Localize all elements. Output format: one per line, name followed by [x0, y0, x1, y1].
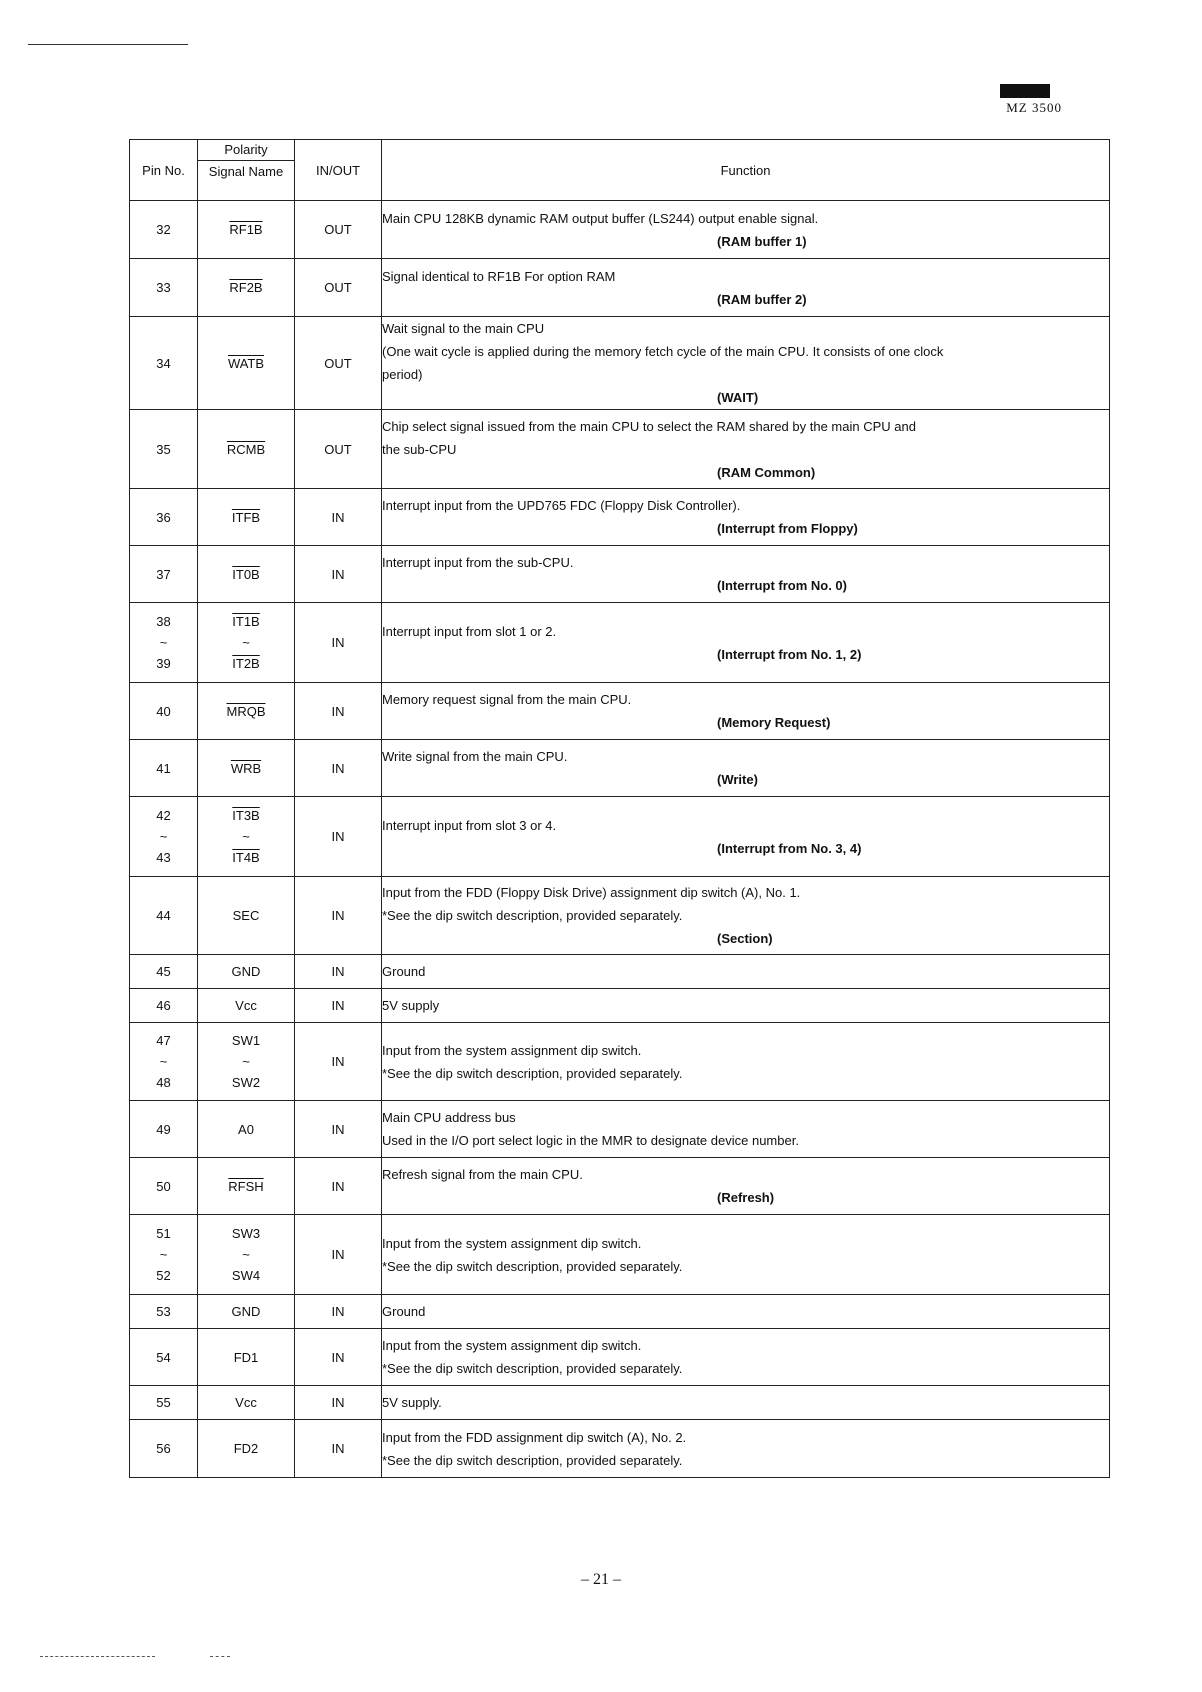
table-row — [130, 546, 1110, 603]
function-line: Interrupt input from slot 3 or 4. — [382, 817, 557, 833]
function-line: *See the dip switch description, provided separately. — [382, 908, 683, 923]
function-line: Main CPU 128KB dynamic RAM output buffer (LS244) output enable signal. — [382, 210, 819, 226]
header-in-out: IN/OUT — [295, 140, 382, 201]
header-polarity-signal — [198, 140, 295, 201]
in-out-cell: OUT — [295, 201, 382, 259]
signal-name: $\overline{WRB}$ — [230, 760, 262, 776]
table-row — [130, 1329, 1110, 1386]
signal-name: RF2B — [229, 280, 263, 295]
signal-cell — [198, 1329, 295, 1386]
function-line: Used in the I/O port select logic in the MMR to designate device number. — [382, 1133, 799, 1148]
function-cell — [382, 989, 1110, 1023]
pin-number: 38 — [156, 614, 171, 629]
function-cell — [382, 259, 1110, 317]
table-row — [130, 489, 1110, 546]
in-out-cell: OUT — [295, 317, 382, 410]
function-label: (Write) — [717, 772, 758, 787]
function-label: (Interrupt from No. 1, 2) — [717, 646, 862, 662]
signal-name: IT3B — [232, 808, 260, 823]
pin-cell — [130, 1158, 198, 1215]
pin-number-end: 48 — [156, 1075, 171, 1090]
signal-cell — [198, 1420, 295, 1478]
function-cell — [382, 1386, 1110, 1420]
signal-cell — [198, 489, 295, 546]
header-block — [1000, 84, 1050, 98]
pin-cell — [130, 1386, 198, 1420]
function-line: Interrupt input from the sub-CPU. — [382, 555, 574, 570]
function-cell — [382, 489, 1110, 546]
function-line: Ground — [382, 1304, 426, 1319]
table-row — [130, 955, 1110, 989]
signal-cell — [198, 317, 295, 410]
signal-name: Vcc — [235, 998, 257, 1013]
function-line: Input from the FDD (Floppy Disk Drive) assignment dip switch (A), No. 1. — [382, 885, 801, 900]
in-out-cell: IN — [295, 489, 382, 546]
function-line: Input from the system assignment dip switch. — [382, 1338, 642, 1353]
function-cell — [382, 1101, 1110, 1158]
page-number: – 21 – — [581, 1571, 621, 1588]
signal-cell — [198, 1101, 295, 1158]
pin-number: 47 — [156, 1033, 171, 1048]
pin-number: 55 — [156, 1395, 171, 1410]
function-line: (One wait cycle is applied during the memory fetch cycle of the main CPU. It consists of one clock — [382, 344, 944, 359]
signal-name-end: IT2B — [232, 656, 260, 671]
signal-name: RCMB — [226, 441, 266, 457]
function-cell — [382, 1295, 1110, 1329]
signal-cell — [198, 1215, 295, 1295]
signal-name: MRQB — [226, 703, 266, 719]
function-line: Interrupt input from slot 1 or 2. — [382, 623, 557, 639]
in-out-cell: IN — [295, 1386, 382, 1420]
pin-number: 49 — [156, 1121, 171, 1137]
header-signal-name: Signal Name — [208, 164, 284, 179]
table-row — [130, 603, 1110, 683]
signal-cell — [198, 1158, 295, 1215]
function-line: Interrupt input from the UPD765 FDC (Floppy Disk Controller). — [382, 498, 741, 513]
pin-cell — [130, 1295, 198, 1329]
signal-cell — [198, 1295, 295, 1329]
function-label: (Memory Request) — [717, 715, 831, 730]
table-row — [130, 317, 1110, 410]
pin-number-end: 39 — [156, 656, 171, 671]
function-cell — [382, 955, 1110, 989]
table-row — [130, 201, 1110, 259]
function-cell — [382, 1158, 1110, 1215]
in-out-cell: IN — [295, 1295, 382, 1329]
signal-name: SW1 — [231, 1033, 261, 1048]
pin-cell — [130, 877, 198, 955]
table-row — [130, 989, 1110, 1023]
pin-cell — [130, 1420, 198, 1478]
in-out-cell: IN — [295, 546, 382, 603]
function-line: Input from the system assignment dip switch. — [382, 1042, 642, 1058]
pin-cell — [130, 740, 198, 797]
function-line: *See the dip switch description, provided separately. — [382, 1361, 683, 1376]
in-out-cell: IN — [295, 1329, 382, 1386]
range-tilde: ~ — [159, 1054, 168, 1069]
function-cell — [382, 317, 1110, 410]
function-line: Write signal from the main CPU. — [382, 749, 568, 764]
signal-cell — [198, 797, 295, 877]
function-line: Main CPU address bus — [382, 1110, 516, 1125]
pin-number: 44 — [156, 908, 171, 923]
range-tilde: ~ — [159, 635, 168, 650]
function-line: 5V supply — [382, 998, 440, 1013]
signal-cell — [198, 546, 295, 603]
in-out-cell: IN — [295, 683, 382, 740]
function-cell — [382, 683, 1110, 740]
signal-name: IT0B — [232, 566, 260, 582]
table-row — [130, 1295, 1110, 1329]
table-row — [130, 797, 1110, 877]
function-label: (Interrupt from No. 3, 4) — [717, 840, 862, 856]
pin-number: 33 — [156, 280, 171, 295]
signal-name: SEC — [232, 908, 260, 923]
function-label: (Section) — [717, 931, 773, 946]
table-row — [130, 1158, 1110, 1215]
signal-name: GND — [231, 1304, 261, 1319]
in-out-cell: IN — [295, 797, 382, 877]
signal-cell — [198, 1386, 295, 1420]
in-out-cell: OUT — [295, 410, 382, 489]
in-out-cell: OUT — [295, 259, 382, 317]
function-line: Input from the system assignment dip switch. — [382, 1235, 642, 1251]
function-line: Wait signal to the main CPU — [382, 321, 545, 336]
pin-number: 54 — [156, 1349, 171, 1365]
signal-name: GND — [231, 964, 261, 979]
signal-name: SW3 — [231, 1226, 261, 1241]
function-cell — [382, 1329, 1110, 1386]
signal-name-end: SW4 — [231, 1268, 261, 1283]
table-row — [130, 740, 1110, 797]
in-out-cell: IN — [295, 740, 382, 797]
pin-number-end: 52 — [156, 1268, 171, 1283]
pin-cell — [130, 259, 198, 317]
range-tilde: ~ — [242, 635, 250, 650]
signal-name: RFSH — [228, 1178, 264, 1194]
signal-name-end: IT4B — [232, 850, 260, 865]
function-line: Input from the FDD assignment dip switch (A), No. 2. — [382, 1429, 687, 1445]
signal-name: ITFB — [231, 509, 261, 525]
table-body — [130, 201, 1110, 1478]
pin-cell — [130, 1329, 198, 1386]
function-line: Ground — [382, 964, 426, 979]
pin-cell — [130, 1023, 198, 1101]
table-row — [130, 683, 1110, 740]
pin-number: 50 — [156, 1178, 171, 1194]
range-tilde: ~ — [242, 1054, 250, 1069]
signal-cell — [198, 683, 295, 740]
in-out-cell: IN — [295, 955, 382, 989]
function-cell — [382, 877, 1110, 955]
function-cell — [382, 740, 1110, 797]
in-out-cell: IN — [295, 877, 382, 955]
function-cell — [382, 1420, 1110, 1478]
in-out-cell: IN — [295, 1101, 382, 1158]
pin-number: 40 — [156, 703, 171, 719]
function-label: (Interrupt from Floppy) — [717, 521, 858, 536]
pin-number: 37 — [156, 566, 171, 582]
pin-number: 42 — [156, 808, 171, 823]
signal-cell — [198, 989, 295, 1023]
table-row — [130, 1386, 1110, 1420]
pin-cell — [130, 489, 198, 546]
header-polarity: Polarity — [198, 140, 294, 161]
range-tilde: ~ — [242, 1247, 250, 1262]
pin-cell — [130, 1215, 198, 1295]
in-out-cell: IN — [295, 1158, 382, 1215]
signal-cell — [198, 955, 295, 989]
table-row — [130, 877, 1110, 955]
function-cell — [382, 603, 1110, 683]
signal-cell — [198, 201, 295, 259]
function-label: (RAM buffer 1) — [717, 233, 807, 249]
function-label: (Interrupt from No. 0) — [717, 578, 847, 593]
table-row — [130, 1420, 1110, 1478]
pin-cell — [130, 1101, 198, 1158]
signal-name: FD1 — [233, 1349, 259, 1365]
pin-number-end: 43 — [156, 850, 171, 865]
signal-cell — [198, 259, 295, 317]
pin-cell — [130, 201, 198, 259]
table-row — [130, 1215, 1110, 1295]
pin-table — [129, 139, 1110, 1478]
model-label: MZ 3500 — [1006, 100, 1062, 115]
pin-cell — [130, 683, 198, 740]
function-line: 5V supply. — [382, 1395, 442, 1410]
in-out-cell: IN — [295, 1420, 382, 1478]
function-label: (RAM Common) — [717, 464, 816, 480]
signal-name: Vcc — [235, 1395, 257, 1410]
table-row — [130, 1023, 1110, 1101]
function-line: *See the dip switch description, provided separately. — [382, 1065, 683, 1081]
range-tilde: ~ — [159, 829, 168, 844]
in-out-cell: IN — [295, 989, 382, 1023]
function-cell — [382, 410, 1110, 489]
function-label: (Refresh) — [717, 1190, 775, 1205]
function-label: (RAM buffer 2) — [717, 291, 807, 307]
pin-number: 56 — [156, 1441, 171, 1456]
function-cell — [382, 797, 1110, 877]
signal-name: IT1B — [232, 614, 260, 629]
function-cell — [382, 546, 1110, 603]
bottom-rule — [40, 1656, 155, 1657]
header-function: Function — [382, 140, 1110, 201]
function-cell — [382, 1023, 1110, 1101]
pin-number: 41 — [156, 760, 171, 776]
pin-number: 53 — [156, 1304, 171, 1319]
signal-name: A0 — [238, 1121, 254, 1137]
table-row — [130, 259, 1110, 317]
signal-cell — [198, 877, 295, 955]
pin-cell — [130, 546, 198, 603]
pin-number: 35 — [156, 441, 171, 457]
range-tilde: ~ — [242, 829, 250, 844]
header-pin-no: Pin No. — [130, 140, 198, 201]
function-cell — [382, 1215, 1110, 1295]
range-tilde: ~ — [159, 1247, 168, 1262]
pin-cell — [130, 603, 198, 683]
pin-cell — [130, 410, 198, 489]
pin-number: 45 — [156, 964, 171, 979]
function-line: the sub-CPU — [382, 441, 457, 457]
table-row — [130, 410, 1110, 489]
function-line: Memory request signal from the main CPU. — [382, 692, 632, 707]
signal-cell — [198, 410, 295, 489]
pin-number: 51 — [156, 1226, 171, 1241]
bottom-rule-short — [210, 1656, 230, 1657]
in-out-cell: IN — [295, 1023, 382, 1101]
top-rule — [28, 44, 188, 45]
table-row — [130, 1101, 1110, 1158]
pin-cell — [130, 317, 198, 410]
signal-name: RF1B — [229, 222, 263, 237]
function-line: *See the dip switch description, provided separately. — [382, 1452, 683, 1468]
pin-number: 46 — [156, 998, 171, 1013]
pin-number: 34 — [156, 355, 171, 371]
in-out-cell: IN — [295, 1215, 382, 1295]
pin-number: 36 — [156, 509, 171, 525]
pin-cell — [130, 955, 198, 989]
pin-cell — [130, 797, 198, 877]
pin-number: 32 — [156, 222, 171, 237]
function-line: Signal identical to RF1B For option RAM — [382, 268, 616, 284]
signal-cell — [198, 603, 295, 683]
signal-name: WATB — [227, 355, 265, 371]
signal-name: FD2 — [233, 1441, 259, 1456]
signal-cell — [198, 1023, 295, 1101]
in-out-cell: IN — [295, 603, 382, 683]
signal-cell — [198, 740, 295, 797]
function-line: *See the dip switch description, provided separately. — [382, 1258, 683, 1274]
signal-name-end: SW2 — [231, 1075, 261, 1090]
pin-cell — [130, 989, 198, 1023]
function-cell — [382, 201, 1110, 259]
function-line: Chip select signal issued from the main CPU to select the RAM shared by the main CPU and — [382, 418, 916, 434]
function-line: Refresh signal from the main CPU. — [382, 1167, 583, 1182]
function-line: period) — [382, 367, 423, 382]
function-label: (WAIT) — [717, 390, 759, 405]
